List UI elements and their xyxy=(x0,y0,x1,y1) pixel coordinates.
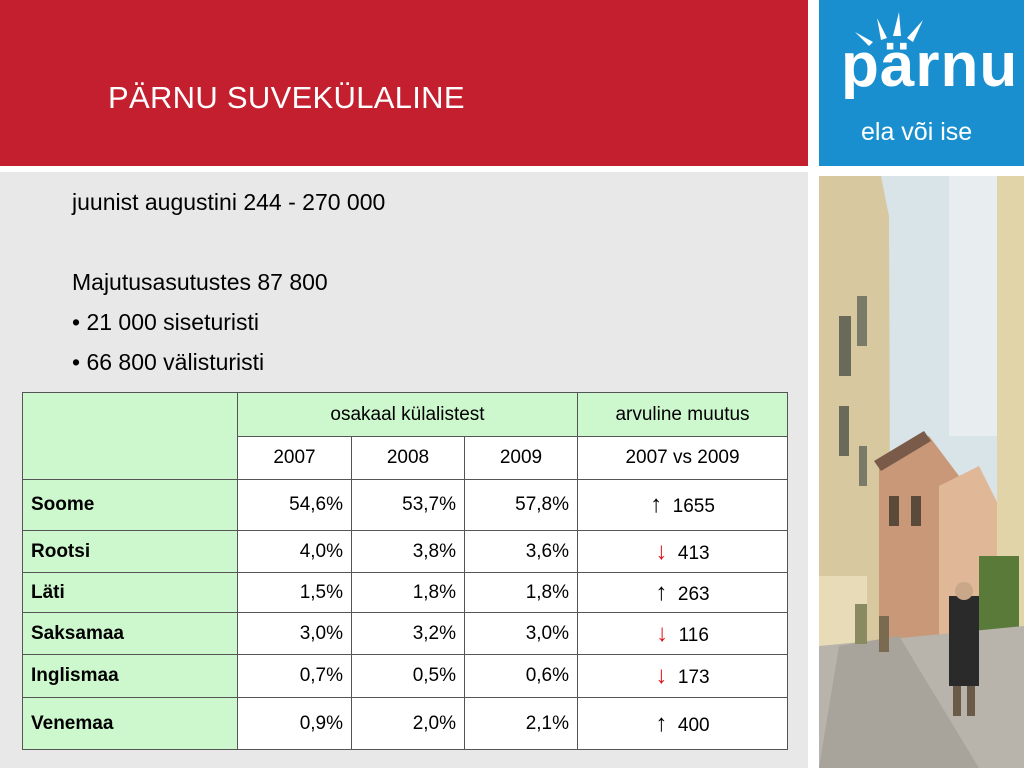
share-cell: 1,8% xyxy=(352,573,465,613)
share-cell: 0,9% xyxy=(238,698,352,750)
table-row xyxy=(23,573,788,613)
country-cell: Rootsi xyxy=(23,531,238,573)
change-period-header: 2007 vs 2009 xyxy=(578,437,788,480)
country-cell: Läti xyxy=(23,573,238,613)
arrow-down-icon: ↓ xyxy=(656,619,669,647)
table-corner-cell xyxy=(23,393,238,480)
table-row xyxy=(23,613,788,655)
country-cell: Venemaa xyxy=(23,698,238,750)
share-cell: 0,7% xyxy=(238,655,352,698)
change-value: 263 xyxy=(677,583,710,605)
foreign-tourists: • 66 800 välisturisti xyxy=(72,349,265,375)
share-cell: 4,0% xyxy=(238,531,352,573)
share-cell: 2,1% xyxy=(465,698,578,750)
arrow-up-icon: ↑ xyxy=(650,491,663,518)
country-cell: Saksamaa xyxy=(23,613,238,655)
table-row xyxy=(23,655,788,698)
share-header: osakaal külalistest xyxy=(238,393,578,437)
arrow-up-icon: ↑ xyxy=(655,578,668,606)
parnu-logo xyxy=(819,0,1024,166)
logo-tagline: ela või ise xyxy=(861,118,973,146)
share-cell: 0,6% xyxy=(465,655,578,698)
share-cell: 3,2% xyxy=(352,613,465,655)
intro-text xyxy=(72,182,385,382)
table-row xyxy=(23,480,788,531)
visitor-share-table xyxy=(22,392,788,750)
year-header: 2008 xyxy=(352,437,465,480)
change-cell xyxy=(578,480,788,531)
change-header: arvuline muutus xyxy=(578,393,788,437)
share-cell: 2,0% xyxy=(352,698,465,750)
share-cell: 57,8% xyxy=(465,480,578,531)
accommodation-total: Majutusasutustes 87 800 xyxy=(72,269,328,295)
logo-wordmark: pärnu xyxy=(841,31,1019,100)
year-header: 2009 xyxy=(465,437,578,480)
share-cell: 54,6% xyxy=(238,480,352,531)
share-cell: 1,5% xyxy=(238,573,352,613)
change-cell xyxy=(578,655,788,698)
share-cell: 3,6% xyxy=(465,531,578,573)
change-value: 413 xyxy=(677,542,710,564)
table-row xyxy=(23,698,788,750)
change-value: 116 xyxy=(678,624,709,646)
title-banner xyxy=(0,0,808,166)
arrow-up-icon: ↑ xyxy=(655,709,668,737)
domestic-tourists: • 21 000 siseturisti xyxy=(72,309,260,335)
change-cell xyxy=(578,698,788,750)
share-cell: 3,8% xyxy=(352,531,465,573)
change-cell xyxy=(578,573,788,613)
year-header: 2007 xyxy=(238,437,352,480)
country-cell: Inglismaa xyxy=(23,655,238,698)
arrow-down-icon: ↓ xyxy=(655,662,668,689)
change-value: 173 xyxy=(677,667,710,688)
country-cell: Soome xyxy=(23,480,238,531)
arrow-down-icon: ↓ xyxy=(655,537,668,565)
table-row xyxy=(23,531,788,573)
share-cell: 1,8% xyxy=(465,573,578,613)
change-cell xyxy=(578,531,788,573)
change-value: 400 xyxy=(677,714,710,736)
share-cell: 0,5% xyxy=(352,655,465,698)
share-cell: 3,0% xyxy=(465,613,578,655)
share-cell: 53,7% xyxy=(352,480,465,531)
change-value: 1655 xyxy=(672,496,715,517)
season-range: juunist augustini 244 - 270 000 xyxy=(72,189,386,215)
change-cell xyxy=(578,613,788,655)
page-title: PÄRNU SUVEKÜLALINE xyxy=(108,80,465,115)
street-photo xyxy=(819,176,1024,768)
share-cell: 3,0% xyxy=(238,613,352,655)
